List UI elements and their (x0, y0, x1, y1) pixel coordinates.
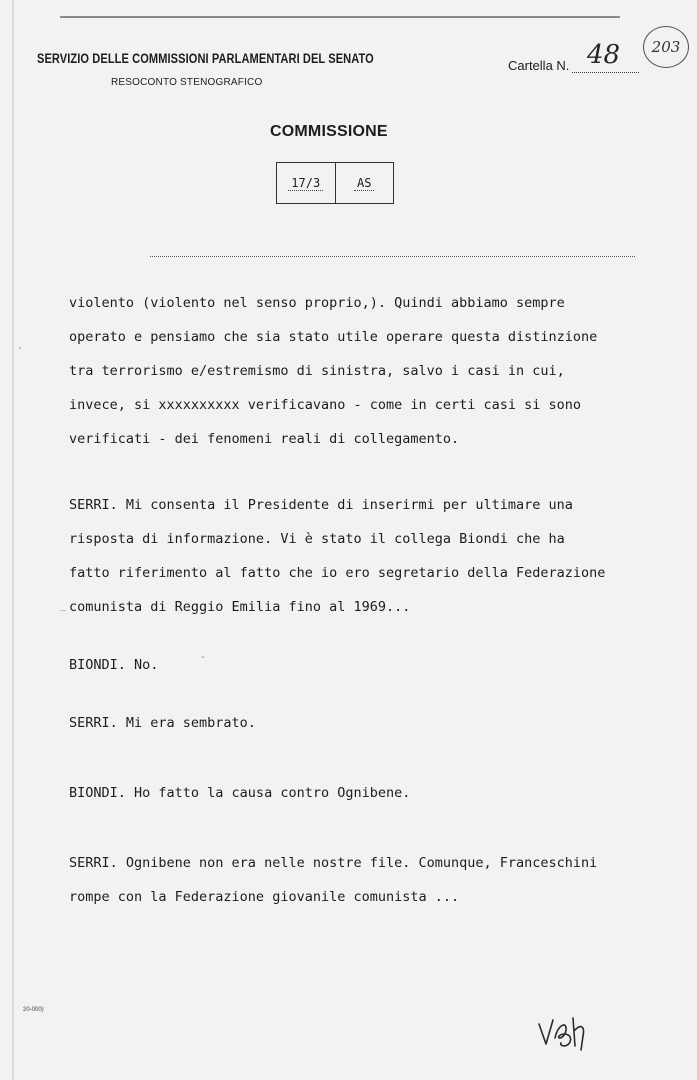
transcript-line: risposta di informazione. Vi è stato il collega Biondi che ha (69, 531, 565, 547)
transcript-line: comunista di Reggio Emilia fino al 1969... (69, 599, 411, 615)
scan-dot-mark: · (17, 343, 24, 354)
header-separator (150, 256, 635, 257)
margin-code: 20-000) (23, 1007, 44, 1013)
code-left-value: 17/3 (288, 176, 323, 191)
code-right-value: AS (354, 176, 374, 191)
document-title: COMMISSIONE (270, 123, 388, 140)
page-left-edge (12, 0, 14, 1080)
handwritten-initials-icon (537, 1010, 595, 1052)
paragraph-gap (69, 456, 629, 488)
transcript-line: operato e pensiamo che sia stato utile operare questa distinzione (69, 329, 598, 345)
paragraph-gap (69, 682, 629, 706)
folder-dotted-line (572, 72, 639, 73)
transcript-line: BIONDI. Ho fatto la causa contro Ognibene. (69, 785, 411, 801)
session-code-left (277, 163, 335, 203)
transcript-line: rompe con la Federazione giovanile comunista ... (69, 889, 460, 905)
scan-dash-mark: - (200, 652, 207, 663)
transcript-body (69, 286, 629, 914)
folder-number: 48 (587, 40, 621, 70)
transcript-line: SERRI. Mi era sembrato. (69, 715, 256, 731)
transcript-line: verificati - dei fenomeni reali di collegamento. (69, 431, 460, 447)
session-code-box (276, 162, 394, 204)
transcript-line: fatto riferimento al fatto che io ero segretario della Federazione (69, 565, 606, 581)
header-organization: SERVIZIO DELLE COMMISSIONI PARLAMENTARI DEL SENATO (37, 51, 374, 66)
transcript-line: SERRI. Mi consenta il Presidente di inserirmi per ultimare una (69, 497, 573, 513)
page-number-stamp: 203 (643, 26, 689, 68)
scan-dash-mark: ‾ (60, 610, 67, 621)
transcript-line: tra terrorismo e/estremismo di sinistra, salvo i casi in cui, (69, 363, 565, 379)
transcript-line: violento (violento nel senso proprio,). Quindi abbiamo sempre (69, 295, 565, 311)
transcript-line: SERRI. Ognibene non era nelle nostre file. Comunque, Franceschini (69, 855, 598, 871)
paragraph-gap (69, 624, 629, 648)
transcript-line: invece, si xxxxxxxxxx verificavano - come in certi casi si sono (69, 397, 582, 413)
transcript-line: BIONDI. No. (69, 657, 159, 673)
paragraph-gap (69, 810, 629, 846)
header-subtitle: RESOCONTO STENOGRAFICO (111, 77, 263, 88)
folder-label: Cartella N. (508, 58, 570, 73)
session-code-right (335, 163, 394, 203)
paragraph-gap (69, 740, 629, 776)
page-top-edge (60, 16, 620, 18)
